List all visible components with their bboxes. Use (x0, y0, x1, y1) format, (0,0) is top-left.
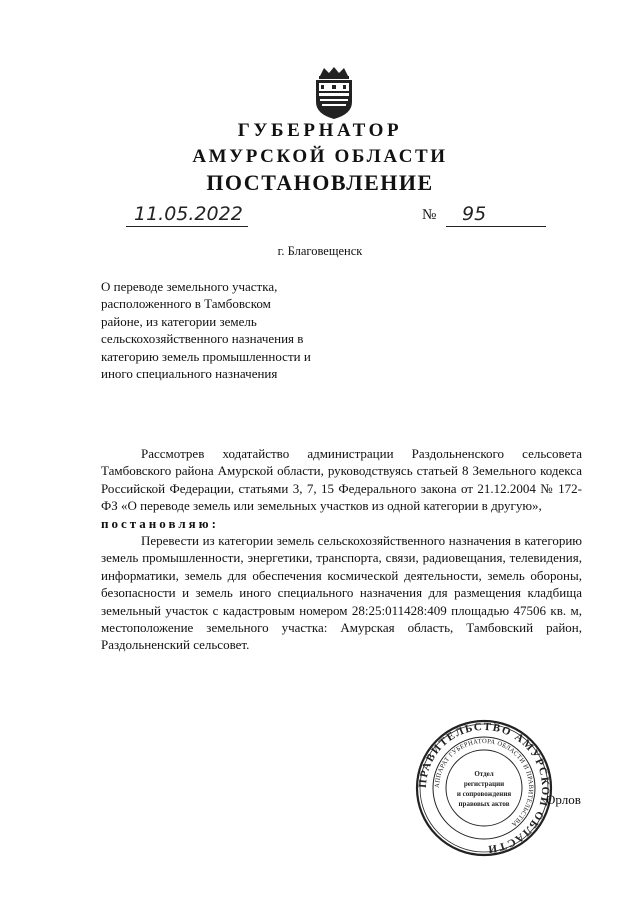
clause: Перевести из категории земель сельскохозяйственного назначения в категорию земель промышленности, энергетики, транспорта, связи, радиовещания, телевидения, информатики, земель для обеспечения космической деятельности, земель обороны, безопасности и земель иного специального назначения для размещения кладбища земельный участок с кадастровым номером 28:25:011428:409 площадью 47506 кв. м, местоположение земельного участка: Амурская область, Тамбовский район, Раздольненский сельсовет. (101, 533, 582, 653)
authority-line-1: ГУБЕРНАТОР (237, 120, 403, 141)
stamp-center-line-4: правовых актов (458, 800, 510, 808)
document-type: ПОСТАНОВЛЕНИЕ (206, 170, 434, 195)
stamp-center-line-2: регистрации (463, 780, 505, 788)
authority-line-2: АМУРСКОЙ ОБЛАСТИ (192, 146, 448, 167)
document-date: 11.05.2022 (134, 203, 243, 225)
date-underline (126, 226, 248, 227)
document-subject: О переводе земельного участка, расположенного в Тамбовском районе, из категории земель сельскохозяйственного назначения в категорию земель промышленности и иного специального назначения (101, 279, 311, 382)
decree-word: постановляю: (101, 515, 219, 531)
stamp-center-line-3: и сопровождения (456, 790, 512, 798)
official-stamp (414, 718, 554, 858)
coat-of-arms-icon (312, 66, 356, 120)
stamp-center-line-1: Отдел (474, 770, 494, 778)
preamble: Рассмотрев ходатайство администрации Раздольненского сельсовета Тамбовского района Амурской области, руководствуясь статьей 8 Земельного кодекса Российской Федерации, статьями 3, 7, 15 Федерального закона от 21.12.2004 № 172-ФЗ «О переводе земель или земельных участков из одной категории в другую», (101, 446, 582, 514)
stamp-inner-ring-text: АППАРАТ ГУБЕРНАТОРА ОБЛАСТИ И ПРАВИТЕЛЬСТВА (433, 737, 535, 828)
document-number: 95 (462, 203, 487, 225)
stamp-outer-ring-text: ПРАВИТЕЛЬСТВО АМУРСКОЙ ОБЛАСТИ (416, 720, 552, 856)
document-body (101, 445, 582, 654)
signatory-name: Орлов (546, 792, 581, 807)
city: г. Благовещенск (277, 244, 363, 258)
number-sign: № (422, 207, 437, 223)
number-underline (446, 226, 546, 227)
